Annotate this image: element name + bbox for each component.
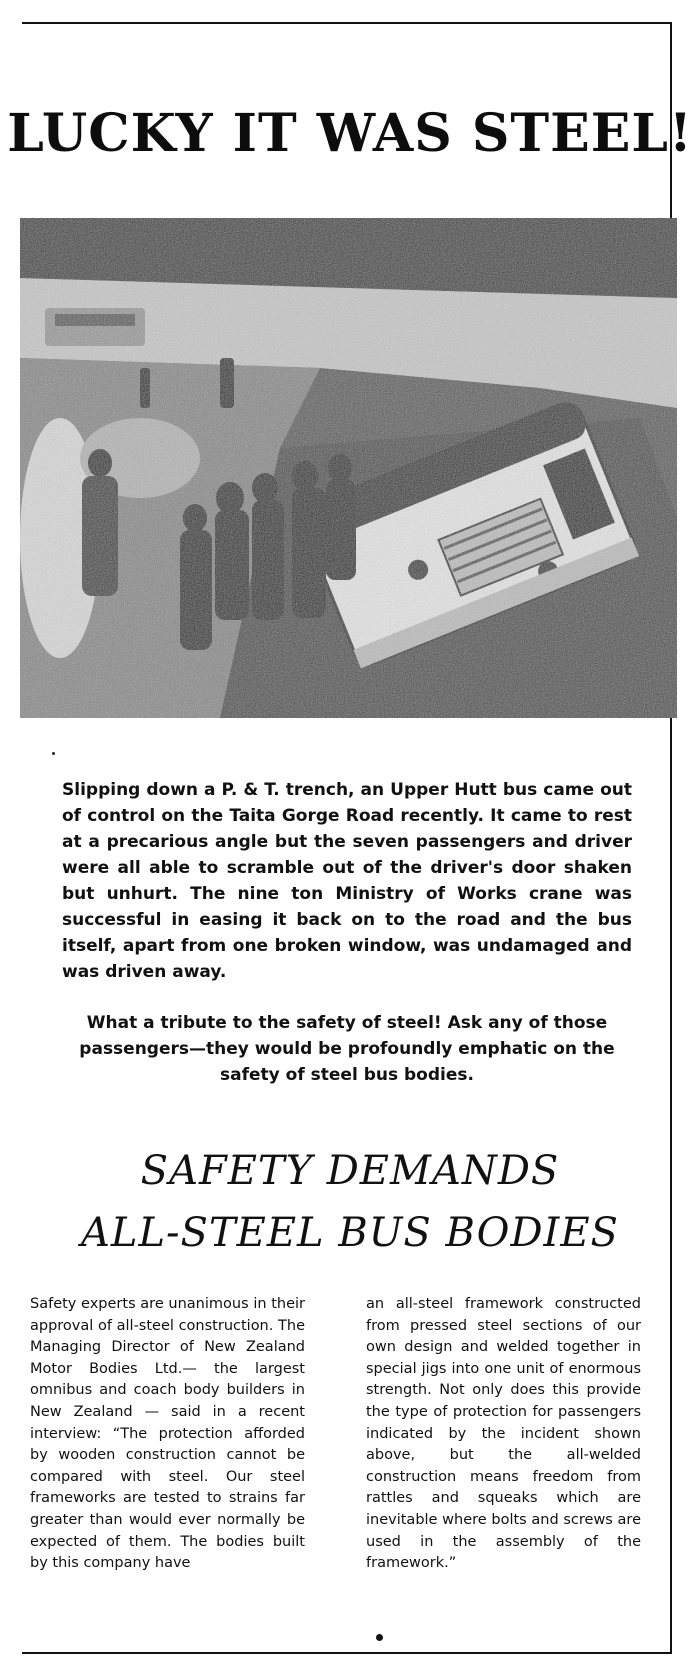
print-speck (52, 752, 55, 755)
tribute-paragraph: What a tribute to the safety of steel! Ask any of those passengers—they would be profoundly emphatic on the safety of steel bus bodies. (79, 1013, 615, 1085)
lead-paragraph: Slipping down a P. & T. trench, an Upper Hutt bus came out of control on the Taita Gorge Road recently. It came to rest at a precarious angle but the seven passengers and driver were all able to scramble out of the driver's door shaken but unhurt. The nine ton Ministry of Works crane was successful in easing it back on to the road and the bus itself, apart from one broken window, was undamaged and was driven away. (62, 780, 632, 982)
subheadline-line-1: SAFETY DEMANDS (140, 1148, 560, 1194)
end-bullet (376, 1634, 383, 1641)
body-right-column: an all-steel framework constructed from pressed steel sections of our own design and welded together in special jigs into one unit of enormous strength. Not only does this provide the type of protection for passengers indicated by the incident shown above, but the all-welded construction means freedom from rattles and squeaks which are inevitable where bolts and screws are used in the assembly of the framework.” (366, 1296, 641, 1572)
bottom-border-rule (22, 1652, 670, 1654)
top-border-rule (22, 22, 670, 24)
subheadline-line-2: ALL-STEEL BUS BODIES (81, 1210, 619, 1256)
headline: LUCKY IT WAS STEEL! (7, 103, 693, 164)
body-left-column: Safety experts are unanimous in their approval of all-steel construction. The Managing Director of New Zealand Motor Bodies Ltd.— the largest omnibus and coach body builders in New Zealand — said in a recent interview: “The protection afforded by wooden construction cannot be compared with steel. Our steel frameworks are tested to strains far greater than would ever normally be expected of them. The bodies built by this company have (30, 1296, 305, 1572)
bus-accident-photo (20, 218, 677, 718)
